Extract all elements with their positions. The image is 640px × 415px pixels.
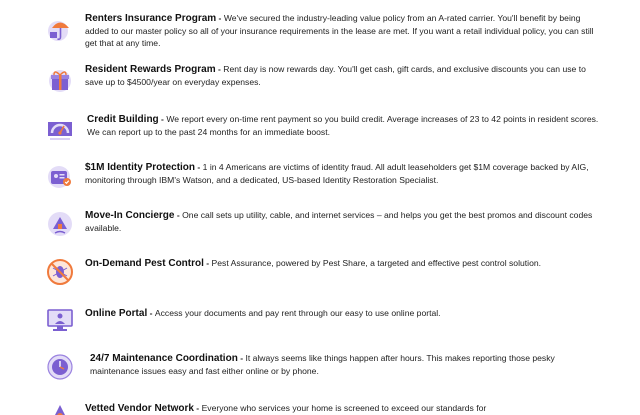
benefit-description: We report every on-time rent payment so you build credit. Average increases of 23 to 42 points in resident scores. We can report up to the past 24 months for an immediate boost.	[87, 114, 599, 137]
benefit-text: $1M Identity Protection - 1 in 4 Americans are victims of identity fraud. All adult leaseholders get $1M coverage backed by AIG, monitoring through IBM's Watson, and a dedicated, US-based Identity Restoration Specialist.	[85, 162, 589, 185]
benefit-text: Online Portal - Access your documents and pay rent through our easy to use online portal.	[85, 308, 441, 319]
benefit-title: $1M Identity Protection	[85, 162, 196, 173]
concierge-icon	[45, 209, 75, 239]
benefit-text: 24/7 Maintenance Coordination - It always seems like things happen after hours. This makes reporting those pesky maintenance issues easy and fast either online or by phone.	[90, 353, 555, 376]
monitor-icon	[45, 305, 75, 335]
benefit-description: Pest Assurance, powered by Pest Share, a targeted and effective pest control solution.	[211, 258, 542, 268]
benefit-title: On-Demand Pest Control	[85, 258, 204, 269]
benefit-description: Access your documents and pay rent through our easy to use online portal.	[154, 308, 441, 318]
benefit-text: Credit Building - We report every on-time rent payment so you build credit. Average increases of 23 to 42 points in resident scores. We can report up to the past 24 months for an immediate boost.	[87, 114, 599, 137]
umbrella-icon	[45, 14, 75, 44]
benefit-text: Resident Rewards Program - Rent day is now rewards day. You'll get cash, gift cards, and exclusive discounts you can use to save up to $4500/year on everyday expenses.	[85, 64, 586, 87]
benefit-title: Credit Building	[87, 114, 159, 125]
benefit-title: Move-In Concierge	[85, 210, 175, 221]
benefit-description: Rent day is now rewards day. You'll get cash, gift cards, and exclusive discounts you can use to save up to $4500/year on everyday expenses.	[85, 64, 586, 87]
benefit-description: Everyone who services your home is screened to exceed our standards for	[201, 403, 487, 413]
vendor-icon	[45, 402, 75, 415]
id-badge-icon	[45, 161, 75, 191]
benefit-description: One call sets up utility, cable, and internet services – and helps you get the best promos and discount codes available.	[85, 210, 593, 233]
gift-icon	[45, 65, 75, 95]
benefit-text: Renters Insurance Program - We've secured the industry-leading value policy from an A-rated carrier. You'll benefit by being added to our master policy so all of your insurance requirements in the lease are met. If you want a retail individual policy, you can still get that at any time.	[85, 13, 594, 48]
benefit-title: 24/7 Maintenance Coordination	[90, 353, 238, 364]
clock-icon	[45, 352, 75, 382]
benefit-description: It always seems like things happen after hours. This makes reporting those pesky maintenance issues easy and fast either online or by phone.	[90, 353, 555, 376]
credit-gauge-icon	[45, 113, 75, 143]
benefit-description: We've secured the industry-leading value policy from an A-rated carrier. You'll benefit by being added to our master policy so all of your insurance requirements in the lease are met. If you want a retail individual policy, you can still get that at any time.	[85, 13, 594, 48]
benefit-text: Vetted Vendor Network - Everyone who services your home is screened to exceed our standards for	[85, 403, 487, 414]
benefit-title: Resident Rewards Program	[85, 64, 216, 75]
benefit-title: Online Portal	[85, 308, 148, 319]
benefit-title: Vetted Vendor Network	[85, 403, 194, 414]
benefit-text: Move-In Concierge - One call sets up utility, cable, and internet services – and helps you get the best promos and discount codes available.	[85, 210, 593, 233]
benefit-title: Renters Insurance Program	[85, 13, 217, 24]
benefit-text: On-Demand Pest Control - Pest Assurance, powered by Pest Share, a targeted and effective pest control solution.	[85, 258, 542, 269]
no-pest-icon	[45, 257, 75, 287]
benefit-description: 1 in 4 Americans are victims of identity fraud. All adult leaseholders get $1M coverage backed by AIG, monitoring through IBM's Watson, and a dedicated, US-based Identity Restoration Specialist.	[85, 162, 589, 185]
